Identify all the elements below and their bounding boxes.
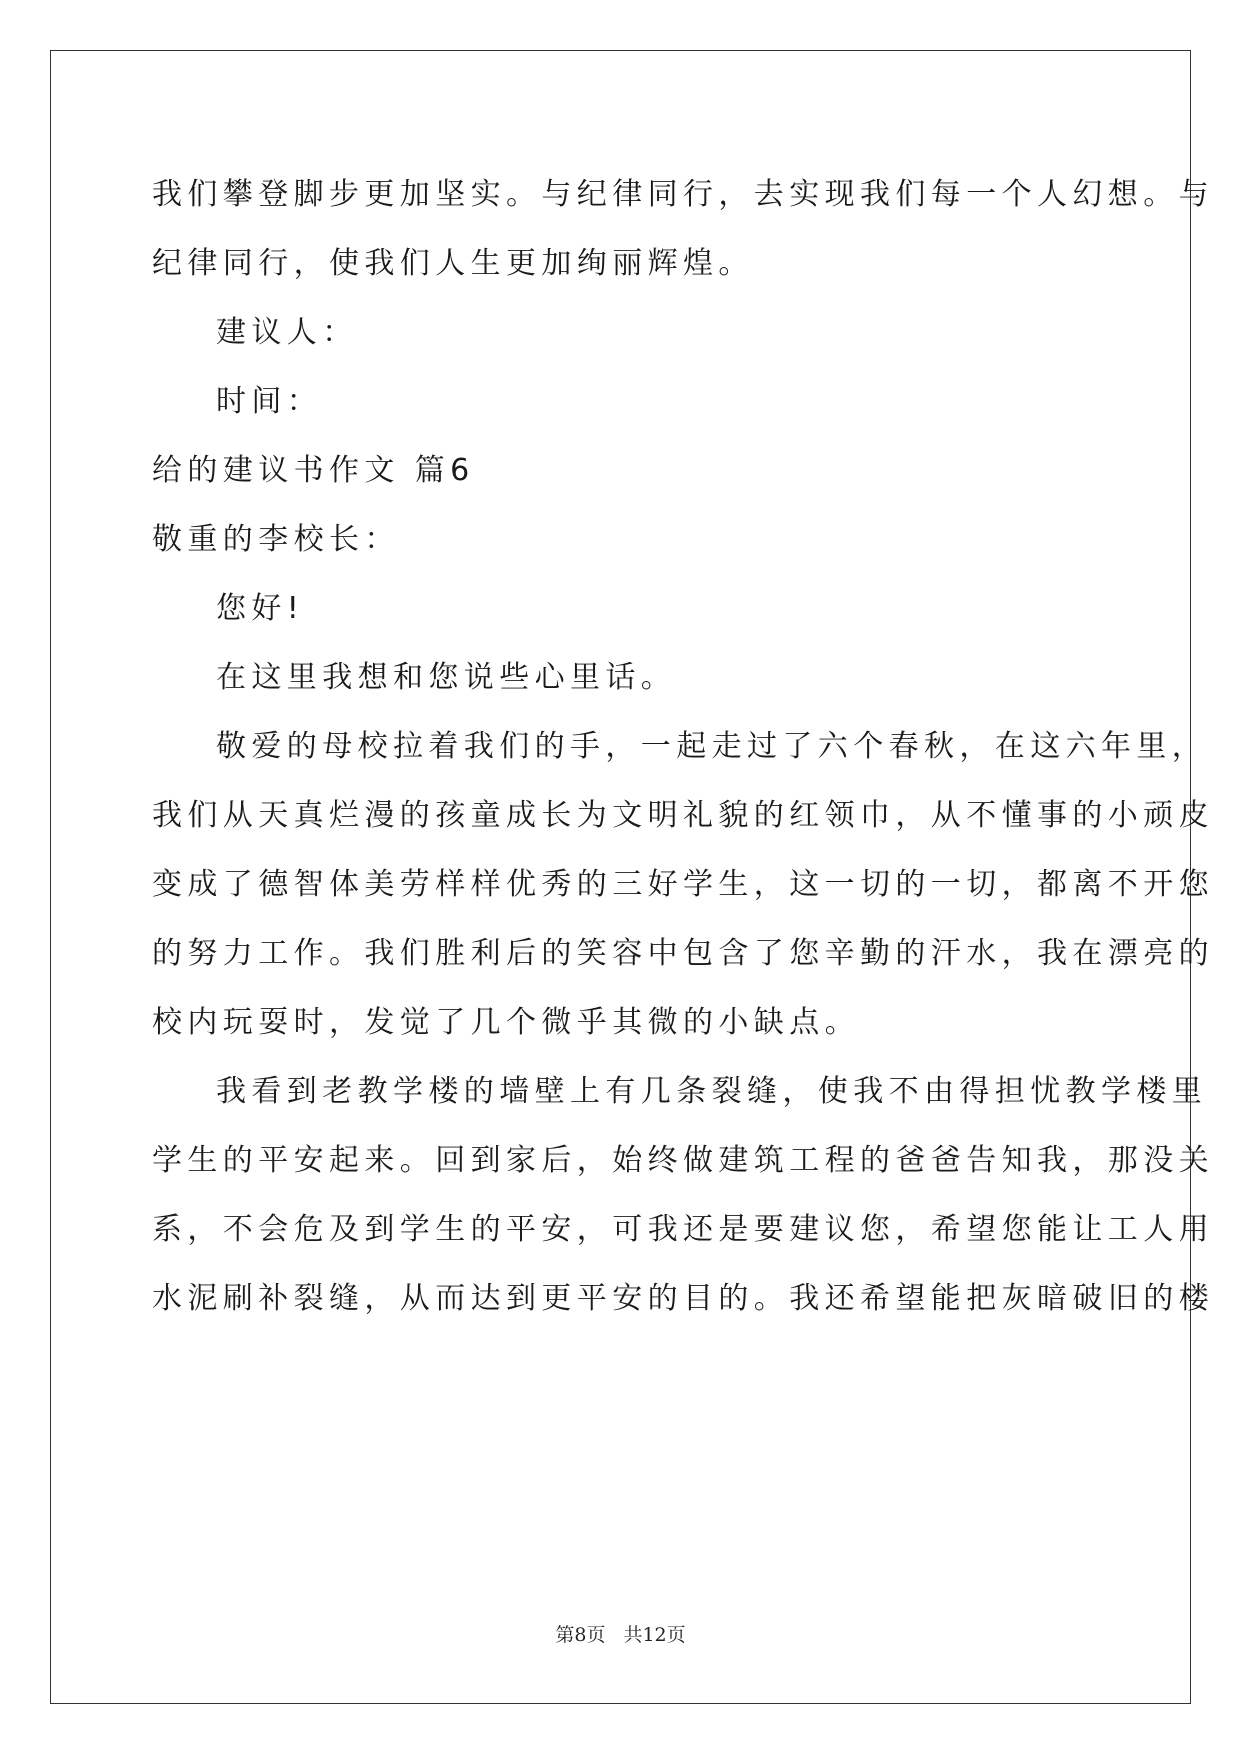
section-heading: 给的建议书作文 篇6 bbox=[152, 453, 475, 488]
page-number: 第8页 bbox=[555, 1624, 606, 1646]
greeting: 您好! bbox=[216, 591, 305, 626]
body-line: 变成了德智体美劳样样优秀的三好学生，这一切的一切，都离不开您 bbox=[152, 867, 1214, 902]
body-line: 校内玩耍时，发觉了几个微乎其微的小缺点。 bbox=[152, 1005, 860, 1040]
body-line: 我们从天真烂漫的孩童成长为文明礼貌的红领巾，从不懂事的小顽皮 bbox=[152, 798, 1214, 833]
body-line: 的努力工作。我们胜利后的笑容中包含了您辛勤的汗水，我在漂亮的 bbox=[152, 936, 1214, 971]
body-line: 在这里我想和您说些心里话。 bbox=[216, 660, 677, 695]
page-footer bbox=[0, 1622, 1241, 1648]
body-line: 学生的平安起来。回到家后，始终做建筑工程的爸爸告知我，那没关 bbox=[152, 1143, 1214, 1178]
date-label: 时间： bbox=[216, 384, 323, 419]
body-line: 我们攀登脚步更加坚实。与纪律同行，去实现我们每一个人幻想。与 bbox=[152, 177, 1214, 212]
body-line: 水泥刷补裂缝，从而达到更平安的目的。我还希望能把灰暗破旧的楼 bbox=[152, 1281, 1214, 1316]
document-body bbox=[152, 160, 1214, 1333]
proposer-label: 建议人： bbox=[216, 315, 358, 350]
body-line: 纪律同行，使我们人生更加绚丽辉煌。 bbox=[152, 246, 754, 281]
body-line: 敬爱的母校拉着我们的手，一起走过了六个春秋，在这六年里， bbox=[216, 729, 1208, 764]
page-total: 共12页 bbox=[623, 1624, 686, 1646]
body-line: 我看到老教学楼的墙壁上有几条裂缝，使我不由得担忧教学楼里 bbox=[216, 1074, 1208, 1109]
salutation: 敬重的李校长： bbox=[152, 522, 400, 557]
body-line: 系，不会危及到学生的平安，可我还是要建议您，希望您能让工人用 bbox=[152, 1212, 1214, 1247]
